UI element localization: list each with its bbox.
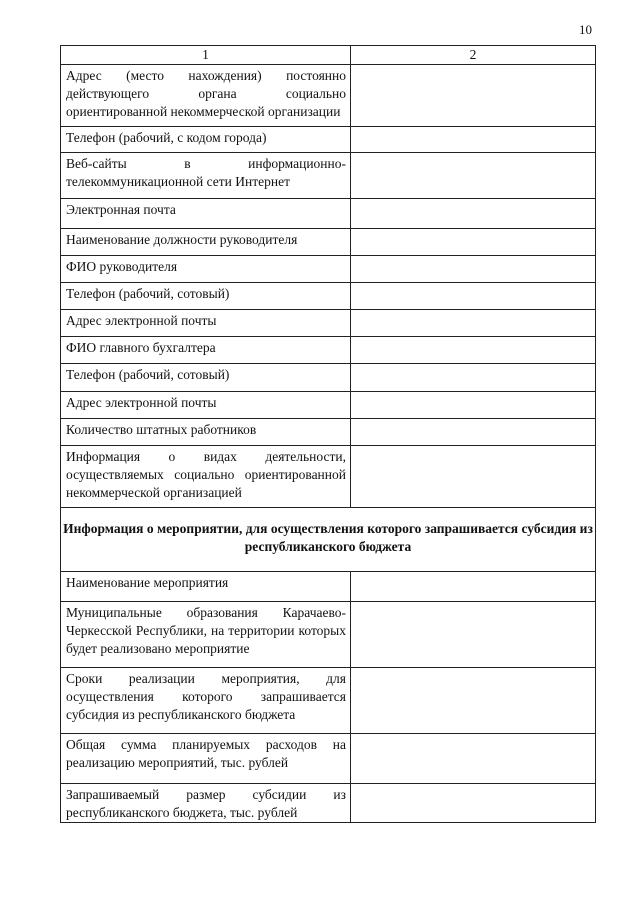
row-label: Адрес электронной почты [61, 310, 351, 337]
row-label: Электронная почта [61, 199, 351, 229]
value-cell[interactable] [351, 602, 596, 668]
row-label: Телефон (рабочий, сотовый) [61, 364, 351, 392]
row-label: Телефон (рабочий, сотовый) [61, 283, 351, 310]
table-header-row [61, 46, 596, 65]
page-number: 10 [579, 22, 592, 37]
application-form-table [60, 45, 596, 823]
row-label: Информация о видах деятельности, осуществляемых социально ориентированной некоммерческой организацией [61, 446, 351, 508]
value-cell[interactable] [351, 65, 596, 127]
table-row [61, 419, 596, 446]
table-row [61, 392, 596, 419]
row-label: Муниципальные образования Карачаево-Черкесской Республики, на территории которых будет реализовано мероприятие [61, 602, 351, 668]
row-label: ФИО главного бухгалтера [61, 337, 351, 364]
value-cell[interactable] [351, 784, 596, 823]
table-row [61, 65, 596, 127]
row-label: Телефон (рабочий, с кодом города) [61, 127, 351, 153]
row-label: ФИО руководителя [61, 256, 351, 283]
table-row [61, 127, 596, 153]
table-row [61, 602, 596, 668]
value-cell[interactable] [351, 572, 596, 602]
table-row [61, 572, 596, 602]
table-row [61, 668, 596, 734]
table-row [61, 283, 596, 310]
row-label: Наименование мероприятия [61, 572, 351, 602]
table-row [61, 229, 596, 256]
value-cell[interactable] [351, 419, 596, 446]
section-header: Информация о мероприятии, для осуществления которого запрашивается субсидия из республиканского бюджета [61, 508, 596, 572]
value-cell[interactable] [351, 337, 596, 364]
table-row [61, 153, 596, 199]
table-row [61, 199, 596, 229]
value-cell[interactable] [351, 256, 596, 283]
table-row [61, 337, 596, 364]
row-label: Наименование должности руководителя [61, 229, 351, 256]
value-cell[interactable] [351, 127, 596, 153]
row-label: Сроки реализации мероприятия, для осуществления которого запрашивается субсидия из республиканского бюджета [61, 668, 351, 734]
table-row [61, 364, 596, 392]
value-cell[interactable] [351, 446, 596, 508]
value-cell[interactable] [351, 734, 596, 784]
row-label: Адрес электронной почты [61, 392, 351, 419]
value-cell[interactable] [351, 229, 596, 256]
value-cell[interactable] [351, 283, 596, 310]
value-cell[interactable] [351, 310, 596, 337]
value-cell[interactable] [351, 392, 596, 419]
row-label: Веб-сайты в информационно-телекоммуникационной сети Интернет [61, 153, 351, 199]
table-row [61, 446, 596, 508]
value-cell[interactable] [351, 153, 596, 199]
value-cell[interactable] [351, 364, 596, 392]
table-row [61, 310, 596, 337]
table-row [61, 256, 596, 283]
row-label: Адрес (место нахождения) постоянно действующего органа социально ориентированной некоммерческой организации [61, 65, 351, 127]
value-cell[interactable] [351, 199, 596, 229]
column-header-1: 1 [61, 46, 351, 65]
row-label: Общая сумма планируемых расходов на реализацию мероприятий, тыс. рублей [61, 734, 351, 784]
table-row [61, 734, 596, 784]
column-header-2: 2 [351, 46, 596, 65]
section-header-row [61, 508, 596, 572]
row-label: Количество штатных работников [61, 419, 351, 446]
value-cell[interactable] [351, 668, 596, 734]
table-row [61, 784, 596, 823]
row-label: Запрашиваемый размер субсидии из республиканского бюджета, тыс. рублей [61, 784, 351, 823]
